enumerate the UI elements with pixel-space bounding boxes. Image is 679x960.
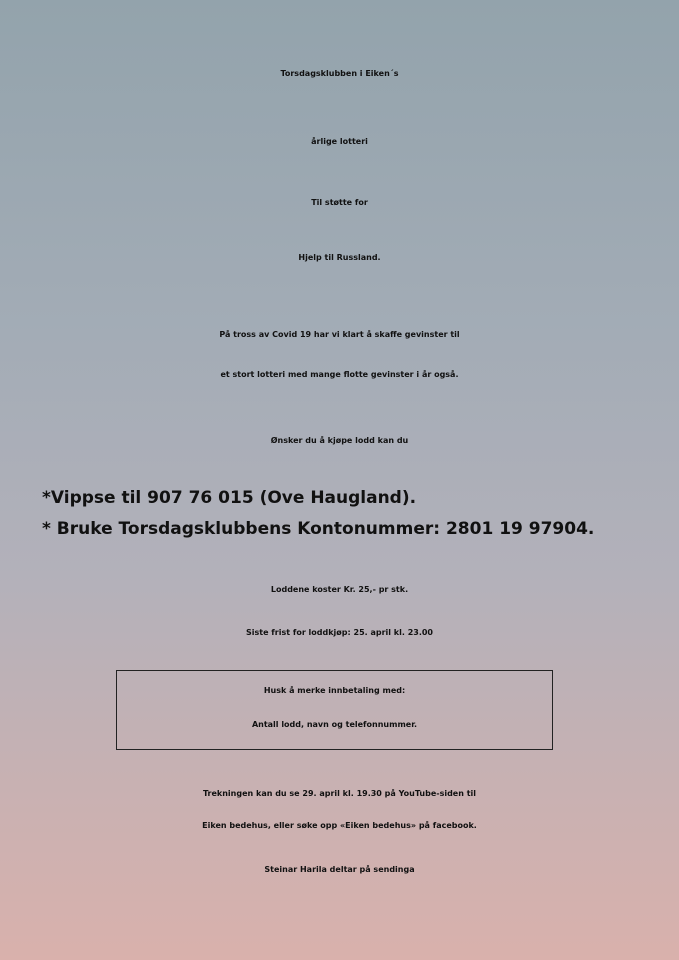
poster-title-line-1: Torsdagsklubben i Eiken´s bbox=[280, 69, 399, 78]
reminder-line-1: Husk å merke innbetaling med: bbox=[263, 686, 406, 695]
guest-note: Steinar Harila deltar på sendinga bbox=[264, 865, 415, 874]
draw-info-line-1: Trekningen kan du se 29. april kl. 19.30 på YouTube-siden til bbox=[202, 789, 477, 798]
payment-reminder-box bbox=[116, 670, 553, 750]
buy-prompt: Ønsker du å kjøpe lodd kan du bbox=[270, 436, 409, 445]
ticket-price: Loddene koster Kr. 25,- pr stk. bbox=[270, 585, 409, 594]
intro-line-2: et stort lotteri med mange flotte gevinster i år også. bbox=[220, 370, 459, 379]
draw-info-line-2: Eiken bedehus, eller søke opp «Eiken bedehus» på facebook. bbox=[202, 821, 477, 830]
support-label: Til støtte for bbox=[311, 198, 368, 207]
purchase-deadline: Siste frist for loddkjøp: 25. april kl. 23.00 bbox=[246, 628, 433, 637]
payment-option-vipps: *Vippse til 907 76 015 (Ove Haugland). bbox=[42, 488, 417, 508]
poster-title-line-2: årlige lotteri bbox=[311, 137, 368, 146]
payment-option-account: * Bruke Torsdagsklubbens Kontonummer: 2801 19 97904. bbox=[42, 519, 595, 539]
reminder-line-2: Antall lodd, navn og telefonnummer. bbox=[251, 720, 418, 729]
intro-line-1: På tross av Covid 19 har vi klart å skaffe gevinster til bbox=[219, 330, 460, 339]
cause-heading: Hjelp til Russland. bbox=[298, 253, 381, 262]
